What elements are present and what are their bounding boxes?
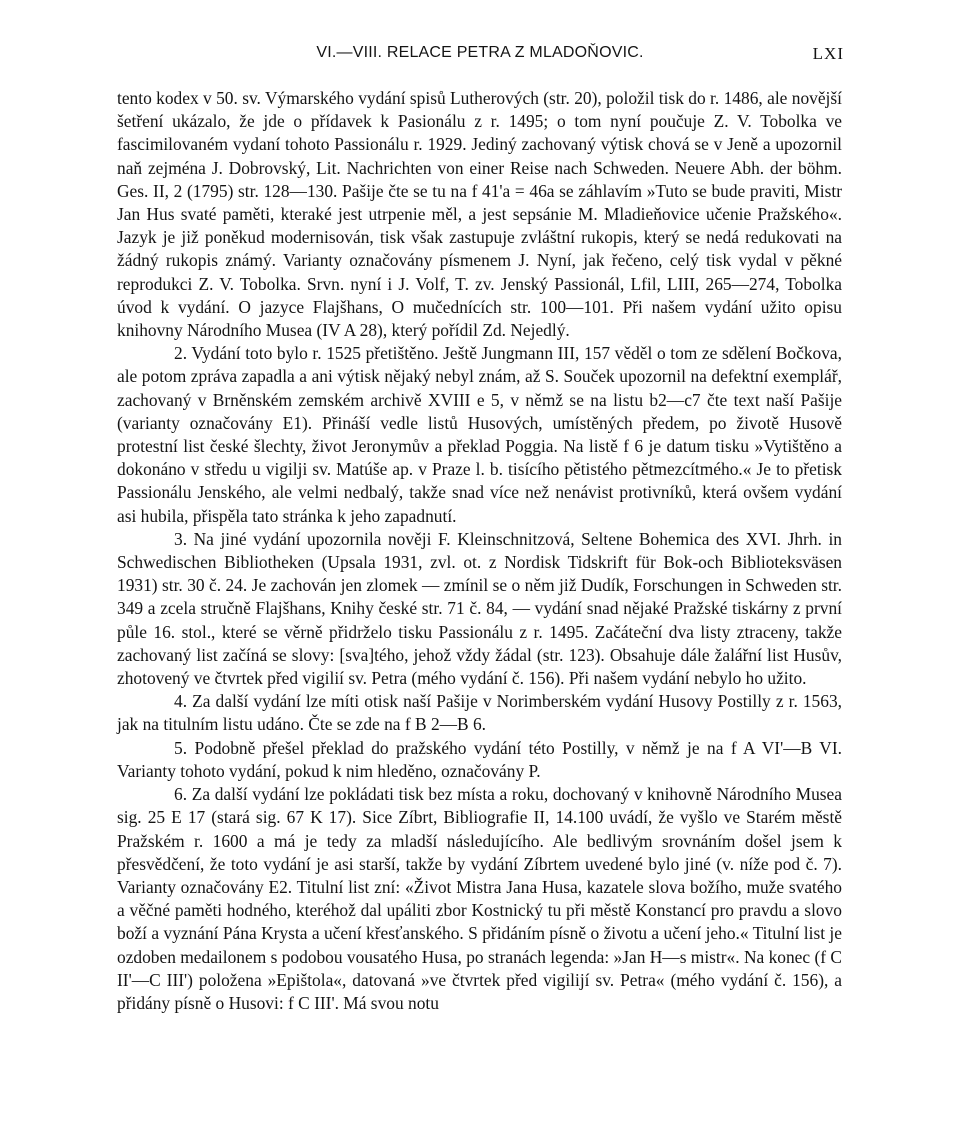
paragraph-item-3: 3. Na jiné vydání upozornila nověji F. Kleinschnitzová, Seltene Bohemica des XVI. Jhrh. in Schwedischen Bibliotheken (Upsala 1931, zvl. ot. z Nordisk Tidskrift für Bok-och Biblioteksväsen 1931) str. 30 č. 24. Je zachován jen zlomek — zmínil se o něm již Dudík, Forschungen in Schweden str. 349 a zcela stručně Flajšhans, Knihy české str. 71 č. 84, — vydání snad nějaké Pražské tiskárny z první půle 16. stol., které se věrně přidrželo tisku Passionálu z r. 1495. Začáteční dva listy ztraceny, takže zachovaný list začíná se slovy: [sva]tého, jehož vždy žádal (str. 123). Obsahuje dále žalářní list Husův, zhotovený ve čtvrtek před vigilií sv. Petra (mého vydání č. 156). Při našem vydání nebylo ho užito. — [117, 528, 842, 689]
running-header — [0, 44, 960, 70]
page-body — [117, 87, 842, 1015]
paragraph-item-4: 4. Za další vydání lze míti otisk naší Pašije v Norimberském vydání Husovy Postilly z r. 1563, jak na titulním listu udáno. Čte se zde na f B 2—B 6. — [117, 691, 842, 735]
paragraph-item-5: 5. Podobně přešel překlad do pražského vydání této Postilly, v němž je na f A VI'—B VI. Varianty tohoto vydání, pokud k nim hleděno, označovány P. — [117, 737, 842, 781]
running-title: VI.—VIII. RELACE PETRA Z MLADOŇOVIC. — [316, 44, 644, 61]
paragraph-item-2: 2. Vydání toto bylo r. 1525 přetištěno. Ještě Jungmann III, 157 věděl o tom ze sdělení Bočkova, ale potom zpráva zapadla a ani výtisk nějaký nebyl znám, až S. Souček upozornil na defektní exemplář, zachovaný v Brněnském zemském archivě XVIII e 5, v němž se na listu b2—c7 čte text naší Pašije (varianty označovány E1). Přináší vedle listů Husových, umístěných předem, po životě Husově protestní list české šlechty, život Jeronymův a překlad Poggia. Na listě f 6 je datum tisku »Vytištěno a dokonáno v středu u vigilji sv. Matúše ap. v Praze l. b. tisícího pětistého pětmezcítmého.« Je to přetisk Passionálu Jenského, ale velmi nedbalý, takže snad více než nenávist protivníků, která ovšem vydání asi hubila, přispěla tato stránka k jeho zapadnutí. — [117, 343, 842, 526]
paragraph-continuation: tento kodex v 50. sv. Výmarského vydání spisů Lutherových (str. 20), položil tisk do r. 1486, ale novější šetření ukázalo, že jde o přídavek k Pasionálu z r. 1495; o tom nyní poučuje Z. V. Tobolka ve fascimilovaném vydaní tohoto Passionálu r. 1929. Jediný zachovaný výtisk chová se v Jeně a upozornil naň zejména J. Dobrovský, Lit. Nachrichten von einer Reise nach Schweden. Neuere Abh. der böhm. Ges. II, 2 (1795) str. 128—130. Pašije čte se tu na f 41'a = 46a se záhlavím »Tuto se bude praviti, Mistr Jan Hus svaté paměti, kteraké jest utrpenie měl, a jest sepsánie M. Mladieňovice učenie Pražského«. Jazyk je již poněkud modernisován, tisk však zastupuje zvláštní rukopis, který se nedá redukovati na žádný rukopis známý. Varianty označovány písmenem J. Nyní, jak řečeno, celý tisk vydal v pěkné reprodukci Z. V. Tobolka. Srvn. nyní i J. Volf, T. zv. Jenský Passionál, Lfil, LIII, 265—274, Tobolka úvod k vydání. O jazyce Flajšhans, O mučednících str. 100—101. Při našem vydání užito opisu knihovny Národního Musea (IV A 28), který pořídil Zd. Nejedlý. — [117, 88, 842, 341]
page-number: LXI — [812, 44, 844, 63]
paragraph-item-6: 6. Za další vydání lze pokládati tisk bez místa a roku, dochovaný v knihovně Národního Musea sig. 25 E 17 (stará sig. 67 K 17). Sice Zíbrt, Bibliografie II, 14.100 uvádí, že vyšlo ve Starém městě Pražském r. 1600 a má je tedy za mladší následujícího. Ale bedlivým srovnáním došel jsem k přesvědčení, že toto vydání je asi starší, takže by vydání Zíbrtem uvedené bylo jiné (v. níže pod č. 7). Varianty označovány E2. Titulní list zní: «Život Mistra Jana Husa, kazatele slova božího, muže svatého a věčné paměti hodného, kteréhož dal upáliti zbor Kostnický tu při městě Konstancí pro pravdu a slovo boží a vyznání Pána Krysta a učení křesťanského. S přidáním písně o životu a učení jeho.« Titulní list je ozdoben medailonem s podobou vousatého Husa, po stranách legenda: »Jan H—s mistr«. Na konec (f C II'—C III') položena »Epištola«, datovaná »ve čtvrtek před vigilijí sv. Petra« (mého vydání č. 156), a přidány písně o Husovi: f C III'. Má svou notu — [117, 784, 842, 1013]
